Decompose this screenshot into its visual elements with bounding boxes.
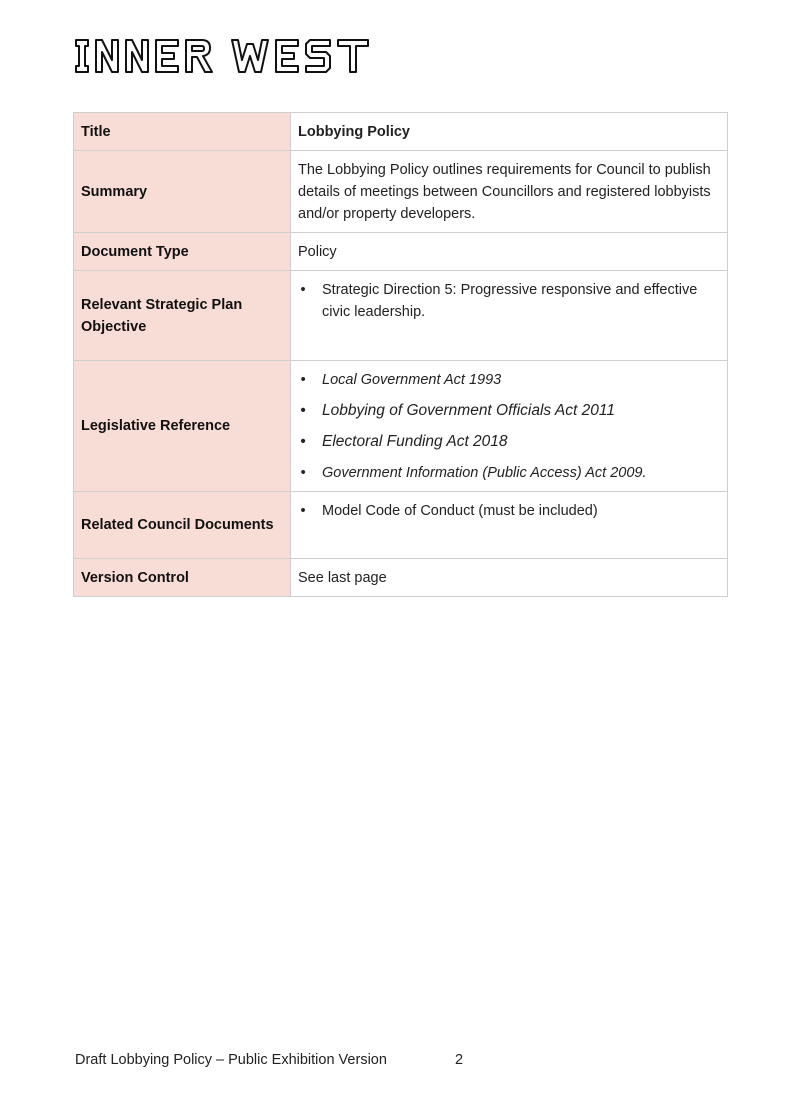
inner-west-logo — [74, 36, 374, 76]
footer-title: Draft Lobbying Policy – Public Exhibition Version — [75, 1052, 387, 1068]
summary-label: Summary — [74, 151, 291, 233]
table-row-legislative-reference — [74, 361, 728, 492]
version-control-label: Version Control — [74, 559, 291, 597]
list-item: • Local Government Act 1993 — [322, 369, 720, 391]
strategic-objective-value — [291, 271, 728, 361]
table-row-title — [74, 113, 728, 151]
page-number: 2 — [455, 1052, 464, 1068]
document-type-value: Policy — [291, 233, 728, 271]
list-item: • Electoral Funding Act 2018 — [322, 431, 720, 453]
list-item: • Model Code of Conduct (must be included) — [322, 500, 720, 522]
table-row-related-documents — [74, 492, 728, 559]
list-item: • Lobbying of Government Officials Act 2011 — [322, 400, 720, 422]
summary-value: The Lobbying Policy outlines requirements for Council to publish details of meetings between Councillors and registered lobbyists and/or property developers. — [291, 151, 728, 233]
related-documents-list — [298, 500, 720, 522]
related-documents-value — [291, 492, 728, 559]
inner-west-logo-mark — [74, 36, 374, 76]
related-documents-label: Related Council Documents — [74, 492, 291, 559]
document-type-label: Document Type — [74, 233, 291, 271]
table-row-summary — [74, 151, 728, 233]
strategic-objective-label: Relevant Strategic Plan Objective — [74, 271, 291, 361]
strategic-objective-list — [298, 279, 720, 323]
page-footer — [75, 1052, 464, 1068]
list-item: • Strategic Direction 5: Progressive responsive and effective civic leadership. — [322, 279, 720, 323]
table-row-strategic-objective — [74, 271, 728, 361]
table-row-document-type — [74, 233, 728, 271]
document-info-table — [73, 112, 728, 597]
title-value: Lobbying Policy — [291, 113, 728, 151]
list-item: • Government Information (Public Access) Act 2009. — [322, 462, 720, 484]
version-control-value: See last page — [291, 559, 728, 597]
table-row-version-control — [74, 559, 728, 597]
title-label: Title — [74, 113, 291, 151]
legislative-reference-list — [298, 369, 720, 484]
legislative-reference-label: Legislative Reference — [74, 361, 291, 492]
legislative-reference-value — [291, 361, 728, 492]
